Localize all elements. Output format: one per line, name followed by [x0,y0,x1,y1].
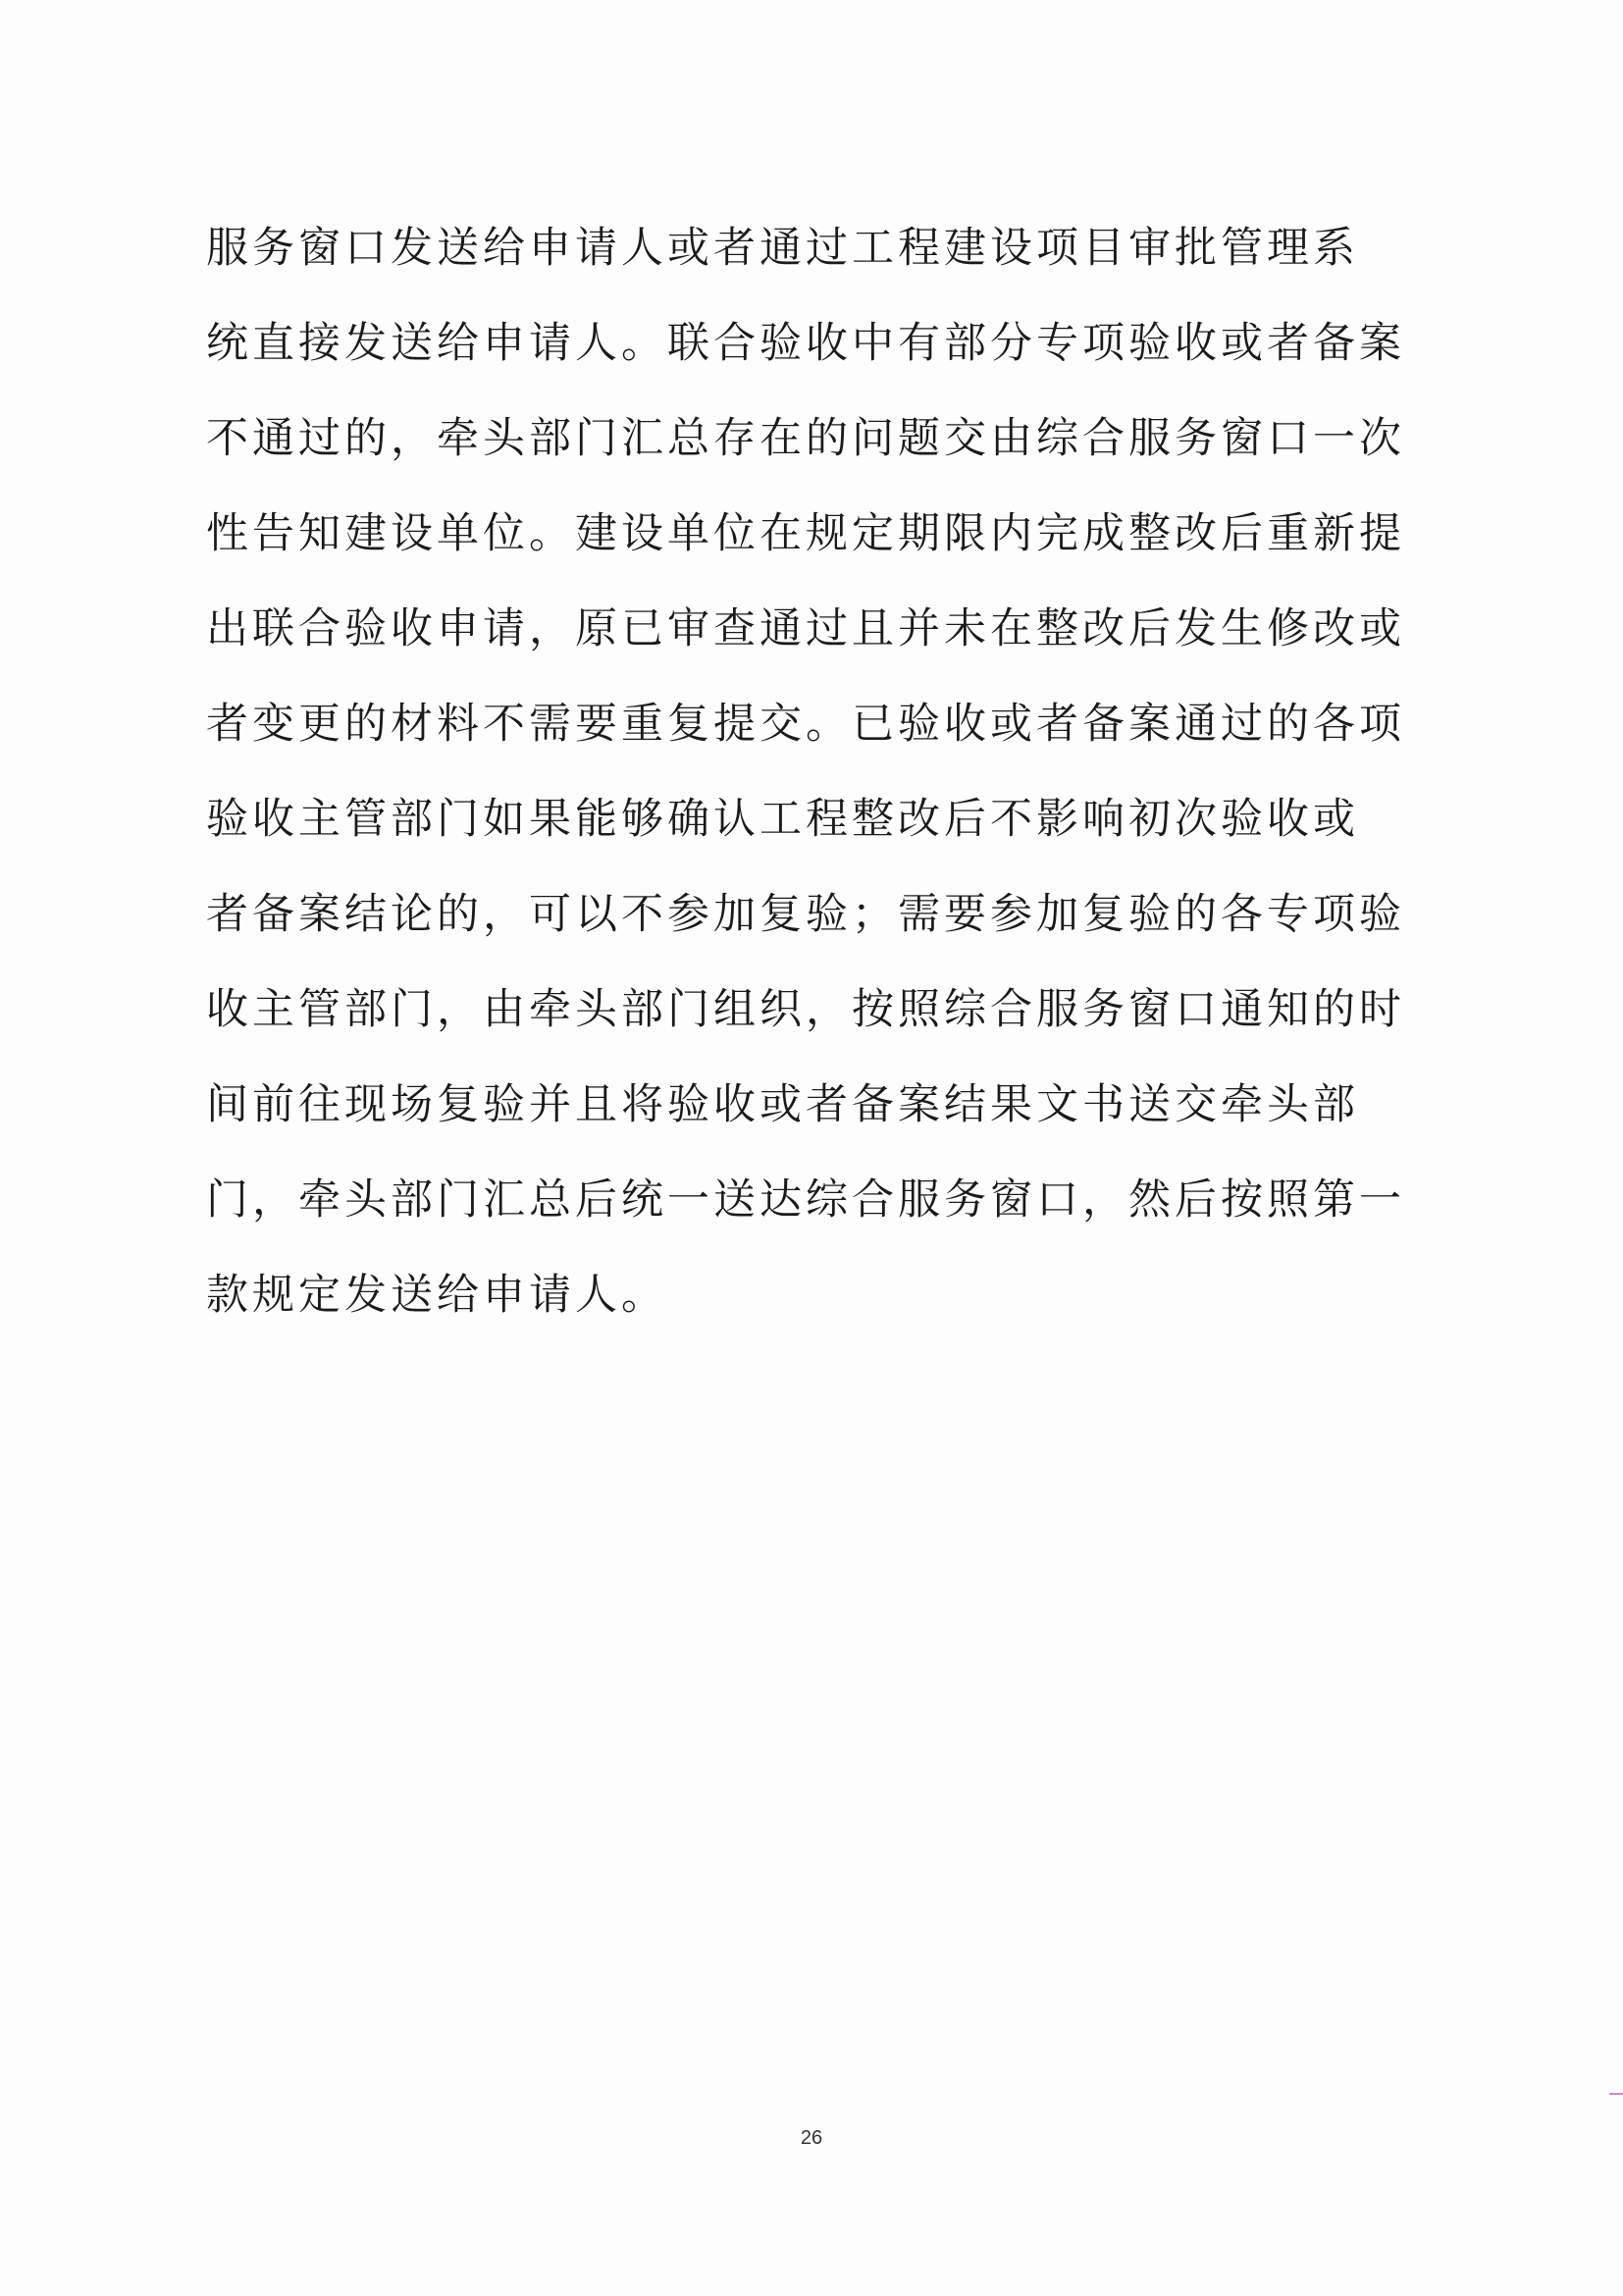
paragraph-line: 款规定发送给申请人。 [206,1271,667,1320]
paragraph-line: 收主管部门，由牵头部门组织，按照综合服务窗口通知的时 [206,985,1405,1034]
page-number: 26 [800,2127,823,2149]
paragraph-line: 者变更的材料不需要重复提交。已验收或者备案通过的各项 [206,700,1405,749]
crop-mark [1609,2093,1623,2095]
paragraph-line: 门，牵头部门汇总后统一送达综合服务窗口，然后按照第一 [206,1175,1405,1225]
paragraph-line: 统直接发送给申请人。联合验收中有部分专项验收或者备案 [206,319,1405,368]
paragraph-line: 者备案结论的，可以不参加复验；需要参加复验的各专项验 [206,890,1405,939]
paragraph-line: 服务窗口发送给申请人或者通过工程建设项目审批管理系 [206,224,1359,273]
paragraph-line: 出联合验收申请，原已审查通过且并未在整改后发生修改或 [206,604,1405,653]
paragraph-line: 性告知建设单位。建设单位在规定期限内完成整改后重新提 [206,509,1405,558]
paragraph-line: 间前往现场复验并且将验收或者备案结果文书送交牵头部 [206,1080,1359,1129]
body-paragraph [206,201,1405,1343]
paragraph-line: 验收主管部门如果能够确认工程整改后不影响初次验收或 [206,795,1359,844]
paragraph-line: 不通过的，牵头部门汇总存在的问题交由综合服务窗口一次 [206,414,1405,463]
